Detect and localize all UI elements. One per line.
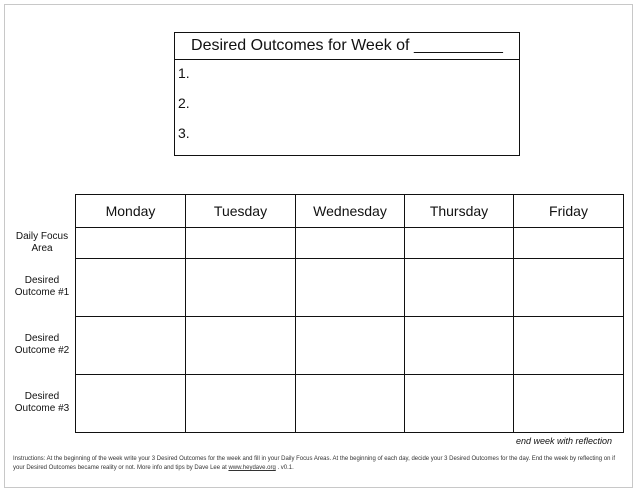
outcome-1-row xyxy=(76,259,624,317)
cell-friday-focus[interactable] xyxy=(514,228,624,259)
day-header-thursday: Thursday xyxy=(405,195,514,228)
cell-thursday-outcome-3[interactable] xyxy=(405,375,514,433)
cell-monday-outcome-2[interactable] xyxy=(76,317,186,375)
cell-friday-outcome-1[interactable] xyxy=(514,259,624,317)
cell-tuesday-focus[interactable] xyxy=(186,228,296,259)
weekly-outcome-3[interactable]: 3. xyxy=(178,125,190,141)
cell-tuesday-outcome-2[interactable] xyxy=(186,317,296,375)
weekly-planner-table xyxy=(75,194,624,433)
weekly-outcomes-title: Desired Outcomes for Week of __________ xyxy=(175,33,519,60)
day-header-wednesday: Wednesday xyxy=(296,195,405,228)
outcome-3-row xyxy=(76,375,624,433)
weekly-outcome-1[interactable]: 1. xyxy=(178,65,190,81)
cell-tuesday-outcome-1[interactable] xyxy=(186,259,296,317)
day-header-monday: Monday xyxy=(76,195,186,228)
cell-tuesday-outcome-3[interactable] xyxy=(186,375,296,433)
cell-thursday-focus[interactable] xyxy=(405,228,514,259)
weekly-outcome-2[interactable]: 2. xyxy=(178,95,190,111)
weekly-outcomes-box xyxy=(174,32,520,156)
row-label-outcome-2: Desired Outcome #2 xyxy=(14,333,70,356)
row-label-outcome-3: Desired Outcome #3 xyxy=(14,391,70,414)
heydave-link[interactable]: www.heydave.org xyxy=(228,465,276,471)
outcome-2-row xyxy=(76,317,624,375)
cell-monday-outcome-1[interactable] xyxy=(76,259,186,317)
cell-thursday-outcome-2[interactable] xyxy=(405,317,514,375)
cell-wednesday-focus[interactable] xyxy=(296,228,405,259)
cell-friday-outcome-2[interactable] xyxy=(514,317,624,375)
daily-focus-row xyxy=(76,228,624,259)
cell-wednesday-outcome-1[interactable] xyxy=(296,259,405,317)
day-header-tuesday: Tuesday xyxy=(186,195,296,228)
cell-friday-outcome-3[interactable] xyxy=(514,375,624,433)
cell-monday-focus[interactable] xyxy=(76,228,186,259)
instructions-text xyxy=(13,455,623,473)
instructions-version: . v0.1. xyxy=(275,465,294,471)
row-label-outcome-1: Desired Outcome #1 xyxy=(14,275,70,298)
row-label-daily-focus: Daily Focus Area xyxy=(15,231,69,254)
day-header-row xyxy=(76,195,624,228)
cell-thursday-outcome-1[interactable] xyxy=(405,259,514,317)
cell-wednesday-outcome-3[interactable] xyxy=(296,375,405,433)
instructions-body: Instructions: At the beginning of the week write your 3 Desired Outcomes for the week and fill in your Daily Focus Areas. At the beginning of each day, decide your 3 Desired Outcomes for the day. End the week by reflecting on if your Desired Outcomes became reality or not. More info and tips by Dave Lee at xyxy=(13,456,616,471)
day-header-friday: Friday xyxy=(514,195,624,228)
cell-wednesday-outcome-2[interactable] xyxy=(296,317,405,375)
cell-monday-outcome-3[interactable] xyxy=(76,375,186,433)
reflection-note: end week with reflection xyxy=(515,436,612,446)
